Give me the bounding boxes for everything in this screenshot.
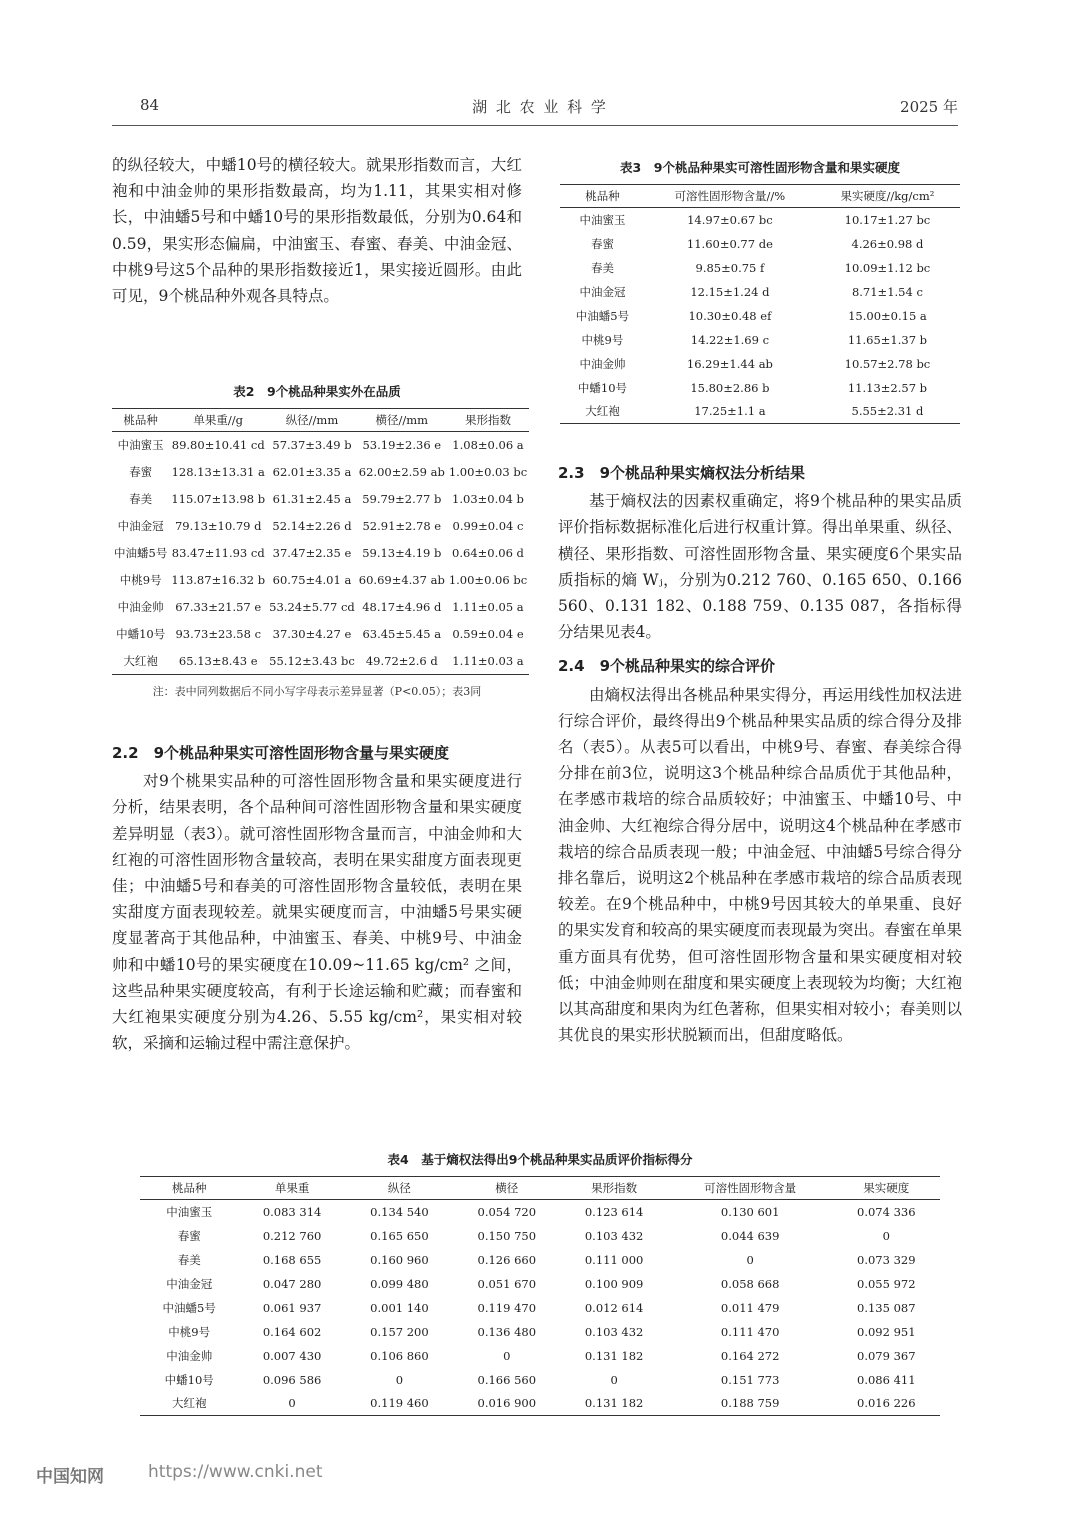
table-cell: 0.016 226 [857,1396,916,1411]
table-cell: 中油金帅 [117,600,164,614]
table-cell: 0.119 470 [477,1300,537,1315]
table-cell: 0 [882,1228,890,1243]
table-cell: 10.17±1.27 bc [844,212,931,227]
table-cell: 10.30±0.48 ef [688,308,772,323]
right-column-text [558,460,962,1048]
table-row [560,232,960,256]
table-cell: 1.08±0.06 a [452,438,524,453]
table-cell: 0.160 960 [370,1252,429,1267]
table-cell: 10.09±1.12 bc [844,260,931,275]
table-cell: 0.111 470 [720,1324,780,1339]
table-row [560,400,960,424]
table3-header-cell: 可溶性固形物含量//% [645,185,815,208]
table-row [112,459,529,486]
table-cell: 0.012 614 [584,1300,644,1315]
table-cell: 0.103 432 [584,1324,644,1339]
section-2-2 [112,740,522,1056]
table-cell: 0.007 430 [262,1348,322,1363]
table-cell: 大红袍 [171,1396,207,1411]
table-cell: 春蜜 [129,465,153,479]
table-cell: 0.016 900 [477,1396,537,1411]
section-2-2-body: 对9个桃果实品种的可溶性固形物含量和果实硬度进行分析，结果表明，各个品种间可溶性固形物含量和果实硬度差异明显（表3）。就可溶性固形物含量而言，中油金帅和大红袍的可溶性固形物含量较高，表明在果实甜度方面表现更佳；中油蟠5号和春美的可溶性固形物含量较低，表明在果实甜度方面表现较差。就果实硬度而言，中油蟠5号果实硬度显著高于其他品种，中油蜜玉、春美、中桃9号、中油金帅和中蟠10号的果实硬度在10.09~11.65 kg/cm² 之间，这些品种果实硬度较高，有利于长途运输和贮藏；而春蜜和大红袍果实硬度分别为4.26、5.55 kg/cm²，果实相对较软，采摘和运输过程中需注意保护。 [112,772,522,1053]
section-2-4-body: 由熵权法得出各桃品种果实得分，再运用线性加权法进行综合评价，最终得出9个桃品种果实品质的综合得分及排名（表5）。从表5可以看出，中桃9号、春蜜、春美综合得分排在前3位，说明这3个桃品种综合品质优于其他品种，在孝感市栽培的综合品质较好；中油蜜玉、中蟠10号、中油金帅、大红袍综合得分居中，说明这4个桃品种在孝感市栽培的综合品质表现一般；中油金冠、中油蟠5号综合得分排名靠后，说明这2个桃品种在孝感市栽培的综合品质表现较差。在9个桃品种中，中桃9号因其较大的单果重、良好的果实发育和较高的果实硬度而表现最为突出。春蜜在单果重方面具有优势，但可溶性固形物含量和果实硬度相对较低；中油金帅则在甜度和果实硬度上表现较为均衡；大红袍以其高甜度和果肉为红色著称，但果实相对较小；春美则以其优良的果实形状脱颖而出，但甜度略低。 [558,685,962,1045]
table-cell: 春美 [590,260,614,275]
table4-header-cell: 横径 [453,1177,560,1200]
table-cell: 0.055 972 [857,1276,916,1291]
table-cell: 0.134 540 [370,1204,429,1219]
table3-header-cell: 桃品种 [560,185,645,208]
table-row [560,352,960,376]
table-cell: 中蟠10号 [577,380,628,395]
table4-header-cell: 果实硬度 [833,1177,940,1200]
section-2-3-heading: 2.3 9个桃品种果实熵权法分析结果 [558,464,806,482]
table-row [560,280,960,304]
table-row [140,1224,940,1248]
table-cell: 中蟠10号 [164,1372,214,1387]
table-3 [560,158,960,424]
table-cell: 115.07±13.98 b [171,492,266,506]
table-cell: 55.12±3.43 bc [269,653,355,668]
table-cell: 0.047 280 [262,1276,322,1291]
table-row [112,594,529,621]
table-cell: 0.212 760 [262,1228,322,1243]
table-cell: 1.11±0.05 a [452,600,524,614]
table4-header-cell: 单果重 [238,1177,345,1200]
table-cell: 9.85±0.75 f [695,260,765,275]
table-2-note: 注：表中同列数据后不同小写字母表示差异显著（P<0.05）；表3同 [152,685,482,698]
table-cell: 52.91±2.78 e [362,519,442,533]
table-row [112,432,529,459]
table-row [112,621,529,648]
table-row [560,304,960,328]
table-cell: 14.22±1.69 c [690,332,770,347]
table-cell: 53.19±2.36 e [362,438,442,453]
table-cell: 0.044 639 [720,1228,780,1243]
table-cell: 37.47±2.35 e [272,546,352,560]
table-cell: 0 [288,1396,296,1411]
journal-year: 2025 年 [900,98,958,116]
table-2-caption: 表2 9个桃品种果实外在品质 [233,384,401,399]
table-cell: 62.00±2.59 ab [358,465,445,479]
table4-header-cell: 桃品种 [140,1177,238,1200]
table-cell: 中油金帅 [579,356,626,371]
table-row [140,1200,940,1224]
table-cell: 0.164 602 [262,1324,322,1339]
table-cell: 4.26±0.98 d [851,236,924,251]
table-2 [112,382,528,699]
table-cell: 中油蜜玉 [117,438,164,453]
table-cell: 0.001 140 [370,1300,429,1315]
table-cell: 128.13±13.31 a [171,465,265,479]
table-cell: 春美 [177,1252,201,1267]
table-cell: 5.55±2.31 d [851,404,924,419]
table-cell: 14.97±0.67 bc [687,212,773,227]
table3-header-cell: 果实硬度//kg/cm² [815,185,960,208]
table-cell: 113.87±16.32 b [171,573,266,587]
table-cell: 0.103 432 [584,1228,644,1243]
table-cell: 0.188 759 [720,1396,780,1411]
table-cell: 0.086 411 [857,1372,916,1387]
table-3-caption: 表3 9个桃品种果实可溶性固形物含量和果实硬度 [620,160,900,175]
table-cell: 0.59±0.04 e [452,627,524,641]
table-cell: 中蟠10号 [116,627,166,641]
table-cell: 0.096 586 [262,1372,322,1387]
table4-header-cell: 果形指数 [560,1177,667,1200]
table-cell: 15.00±0.15 a [848,308,927,323]
table-cell: 0.099 480 [370,1276,429,1291]
table-row [140,1272,940,1296]
table-cell: 0.157 200 [370,1324,429,1339]
table-cell: 0.079 367 [857,1348,916,1363]
table-cell: 93.73±23.58 c [175,627,262,641]
table-cell: 中油金冠 [117,519,164,533]
table-cell: 0 [503,1348,511,1363]
section-2-2-heading: 2.2 9个桃品种果实可溶性固形物含量与果实硬度 [112,744,450,762]
section-2-3-body: 基于熵权法的因素权重确定，将9个桃品种的果实品质评价指标数据标准化后进行权重计算。得出单果重、纵径、横径、果形指数、可溶性固形物含量、果实硬度6个果实品质指标的熵 Wⱼ，分别为0.212 760、0.165 650、0.166 560、0.131 182、0.188 759、0.135 087，各指标得分结果见表4。 [558,492,962,642]
table-cell: 1.00±0.06 bc [448,573,528,587]
table-cell: 中油蜜玉 [166,1204,213,1219]
table4-header-cell: 可溶性固形物含量 [668,1177,833,1200]
table-cell: 0.130 601 [720,1204,780,1219]
table-row [140,1248,940,1272]
table-cell: 0 [395,1372,404,1387]
left-column-intro [112,152,522,309]
table-row [560,208,960,232]
table-cell: 0.151 773 [720,1372,780,1387]
table-cell: 中油蟠5号 [114,546,168,560]
table2-header-cell: 果形指数 [447,409,529,432]
table-cell: 0 [746,1252,754,1267]
table-cell: 0.058 668 [720,1276,780,1291]
table-cell: 11.13±2.57 b [847,380,928,395]
table-cell: 0.164 272 [720,1348,780,1363]
table-cell: 0.073 329 [857,1252,916,1267]
table-cell: 春蜜 [590,236,614,251]
table-cell: 大红袍 [585,404,620,419]
table4-header-cell: 纵径 [346,1177,453,1200]
table-row [560,328,960,352]
table-row [140,1392,940,1416]
section-2-4-heading: 2.4 9个桃品种果实的综合评价 [558,657,776,676]
table-row [112,513,529,540]
table-cell: 0.131 182 [584,1396,644,1411]
table-row [140,1296,940,1320]
table-cell: 0.083 314 [262,1204,322,1219]
table-cell: 0.092 951 [857,1324,916,1339]
table-cell: 59.13±4.19 b [362,546,442,560]
table-cell: 0.135 087 [857,1300,916,1315]
table-cell: 0.136 480 [477,1324,537,1339]
table-cell: 1.11±0.03 a [452,653,524,668]
table-row [112,567,529,594]
table-cell: 0.166 560 [477,1372,537,1387]
table-cell: 57.37±3.49 b [272,438,352,453]
table-cell: 83.47±11.93 cd [171,546,265,560]
table-cell: 63.45±5.45 a [362,627,442,641]
table-cell: 0.106 860 [370,1348,429,1363]
table-cell: 0.061 937 [262,1300,322,1315]
table-cell: 59.79±2.77 b [362,492,442,506]
table-row [112,486,529,513]
table-cell: 89.80±10.41 cd [171,438,265,453]
table-cell: 52.14±2.26 d [272,519,352,533]
table-cell: 中桃9号 [581,332,624,347]
table-cell: 67.33±21.57 e [175,600,262,614]
table-cell: 79.13±10.79 d [174,519,262,533]
table-cell: 1.03±0.04 b [452,492,524,506]
table-row [140,1320,940,1344]
table-cell: 10.57±2.78 bc [844,356,931,371]
table-cell: 0.051 670 [477,1276,537,1291]
table-cell: 0.99±0.04 c [452,519,524,533]
table-cell: 大红袍 [123,653,158,668]
table-cell: 中油金冠 [579,284,626,299]
table-cell: 37.30±4.27 e [272,627,352,641]
table-cell: 0.111 000 [584,1252,644,1267]
table-cell: 中油蜜玉 [579,212,626,227]
table-cell: 春蜜 [177,1228,201,1243]
table-2-grid [112,408,529,675]
table-cell: 48.17±4.96 d [362,600,442,614]
table-cell: 中桃9号 [168,1324,211,1339]
table-cell: 0.074 336 [857,1204,916,1219]
table-cell: 0.131 182 [584,1348,644,1363]
cnki-logo: 中国知网 [36,1467,104,1487]
cnki-url[interactable]: https://www.cnki.net [148,1462,323,1482]
table-cell: 60.75±4.01 a [272,573,352,587]
table-cell: 8.71±1.54 c [851,284,923,299]
table-cell: 17.25±1.1 a [694,404,766,419]
table-4-grid [140,1176,940,1416]
journal-title: 湖 北 农 业 科 学 [472,98,608,116]
table-row [560,376,960,400]
table-3-grid [560,184,960,424]
table-row [560,256,960,280]
table-cell: 春美 [129,492,153,506]
table-cell: 0.100 909 [584,1276,644,1291]
table-cell: 0 [610,1372,618,1387]
table-cell: 62.01±3.35 a [272,465,352,479]
table-cell: 0.126 660 [477,1252,537,1267]
table-cell: 65.13±8.43 e [178,653,258,668]
table-row [112,648,529,675]
table-cell: 1.00±0.03 bc [448,465,528,479]
table2-header-cell: 横径//mm [357,409,447,432]
table-4 [140,1150,940,1416]
table-cell: 0.64±0.06 d [452,546,524,560]
table2-header-cell: 纵径//mm [267,409,357,432]
table-4-caption: 表4 基于熵权法得出9个桃品种果实品质评价指标得分 [387,1152,693,1167]
table-row [140,1344,940,1368]
table-cell: 49.72±2.6 d [365,653,438,668]
table-cell: 中油蟠5号 [575,308,630,323]
table-cell: 中油金帅 [166,1348,213,1363]
table-cell: 中油金冠 [166,1276,213,1291]
table-cell: 0.011 479 [720,1300,780,1315]
table-cell: 0.165 650 [370,1228,429,1243]
table-cell: 16.29±1.44 ab [686,356,773,371]
table-cell: 中油蟠5号 [162,1300,216,1315]
table2-header-cell: 单果重//g [169,409,267,432]
page-number: 84 [140,96,160,114]
intro-paragraph: 的纵径较大，中蟠10号的横径较大。就果形指数而言，大红袍和中油金帅的果形指数最高，均为1.11，其果实相对修长，中油蟠5号和中蟠10号的果形指数最低，分别为0.64和0.59，果实形态偏扁，中油蜜玉、春蜜、春美、中油金冠、中桃9号这5个品种的果形指数接近1，果实接近圆形。由此可见，9个桃品种外观各具特点。 [112,156,522,306]
table-cell: 0.123 614 [584,1204,644,1219]
table2-header-cell: 桃品种 [112,409,169,432]
table-cell: 11.65±1.37 b [847,332,928,347]
table-cell: 12.15±1.24 d [690,284,770,299]
table-cell: 60.69±4.37 ab [358,573,445,587]
table-row [112,540,529,567]
table-cell: 61.31±2.45 a [272,492,352,506]
table-cell: 中桃9号 [119,573,162,587]
table-cell: 0.150 750 [477,1228,537,1243]
table-cell: 0.054 720 [477,1204,537,1219]
table-cell: 53.24±5.77 cd [269,600,355,614]
table-row [140,1368,940,1392]
header-rule [112,125,958,126]
table-cell: 0.119 460 [370,1396,429,1411]
table-cell: 15.80±2.86 b [690,380,770,395]
table-cell: 11.60±0.77 de [686,236,773,251]
table-cell: 0.168 655 [262,1252,322,1267]
